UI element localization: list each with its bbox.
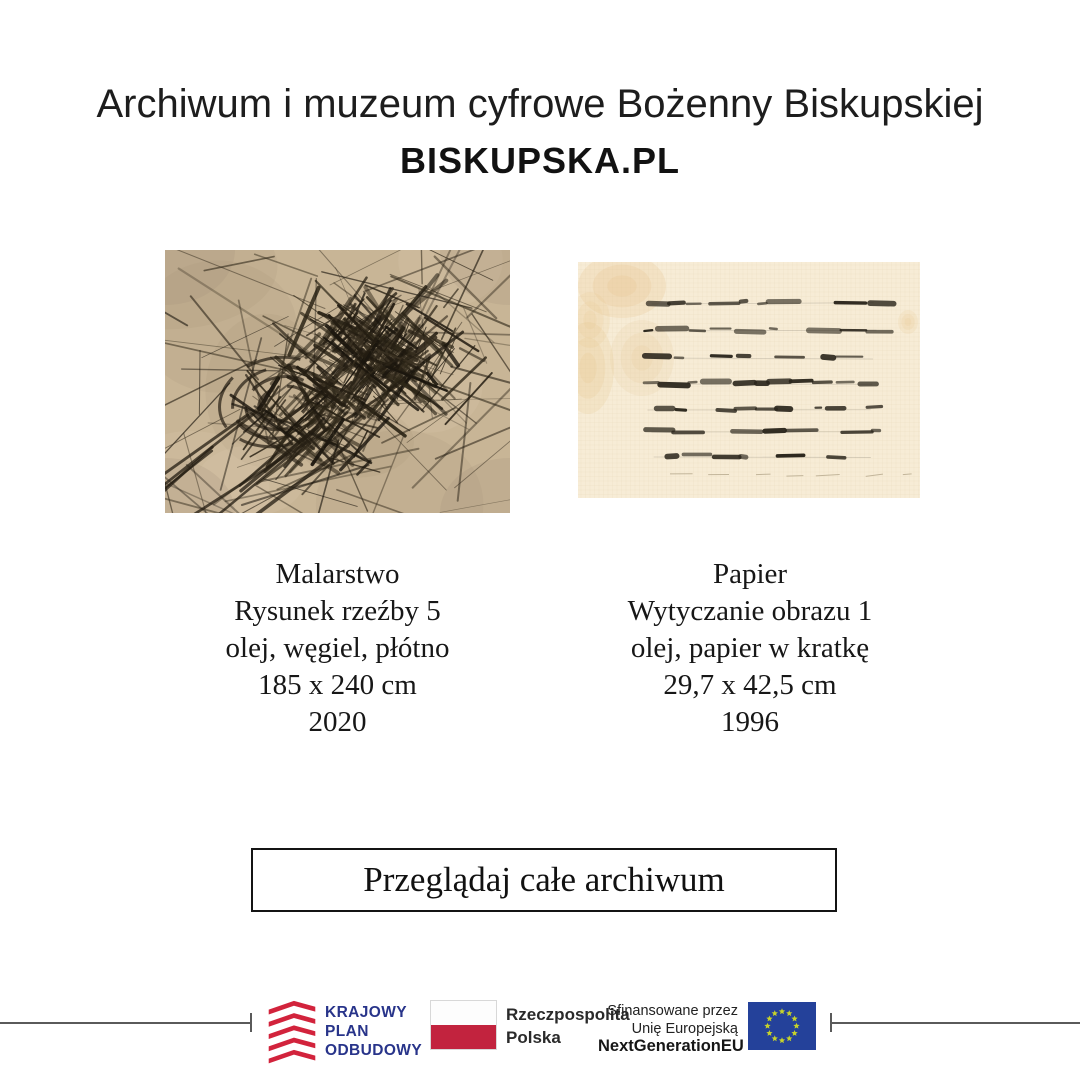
footer-rule-right — [831, 1022, 1080, 1024]
browse-archive-button[interactable] — [251, 848, 837, 912]
artwork-thumbnail-wytyczanie-obrazu[interactable] — [578, 262, 920, 498]
caption-technique: olej, papier w kratkę — [630, 632, 870, 664]
poland-flag-red-stripe — [431, 1025, 496, 1049]
poland-flag-icon — [430, 1000, 497, 1050]
caption-left — [140, 556, 535, 741]
lined-paper-artwork-image — [578, 262, 920, 498]
kpo-logo-text — [325, 1003, 422, 1060]
caption-dimensions: 29,7 x 42,5 cm — [663, 669, 837, 701]
caption-year: 1996 — [721, 706, 779, 738]
kpo-line: KRAJOWY — [325, 1004, 408, 1021]
eu-funding-label — [598, 1003, 744, 1056]
browse-archive-label: Przeglądaj całe archiwum — [363, 860, 725, 899]
caption-year: 2020 — [308, 706, 367, 738]
caption-right — [565, 556, 935, 741]
caption-category: Malarstwo — [275, 558, 400, 590]
kpo-line: PLAN — [325, 1023, 369, 1040]
artwork-thumbnail-rysunek-rzezby[interactable] — [165, 250, 510, 513]
caption-artwork-title: Rysunek rzeźby 5 — [234, 595, 441, 627]
page-title: Archiwum i muzeum cyfrowe Bożenny Biskupskiej — [96, 82, 984, 126]
eu-line: Unię Europejską — [631, 1020, 738, 1037]
caption-dimensions: 185 x 240 cm — [258, 669, 417, 701]
footer-rule-left-tick — [250, 1013, 252, 1032]
caption-artwork-title: Wytyczanie obrazu 1 — [627, 595, 873, 627]
eu-line: Sfinansowane przez — [607, 1003, 738, 1019]
caption-technique: olej, węgiel, płótno — [225, 632, 450, 664]
poland-line: Rzeczpospolita — [506, 1005, 630, 1024]
site-name: BISKUPSKA.PL — [399, 140, 681, 181]
caption-category: Papier — [712, 558, 788, 590]
footer-rule-left — [0, 1022, 251, 1024]
nextgeneration-eu-label: NextGenerationEU — [598, 1037, 744, 1055]
abstract-charcoal-drawing-image — [165, 250, 510, 513]
kpo-building-icon — [264, 998, 320, 1064]
poland-line: Polska — [506, 1027, 561, 1047]
kpo-line: ODBUDOWY — [325, 1042, 423, 1059]
eu-flag-icon — [748, 1002, 816, 1050]
